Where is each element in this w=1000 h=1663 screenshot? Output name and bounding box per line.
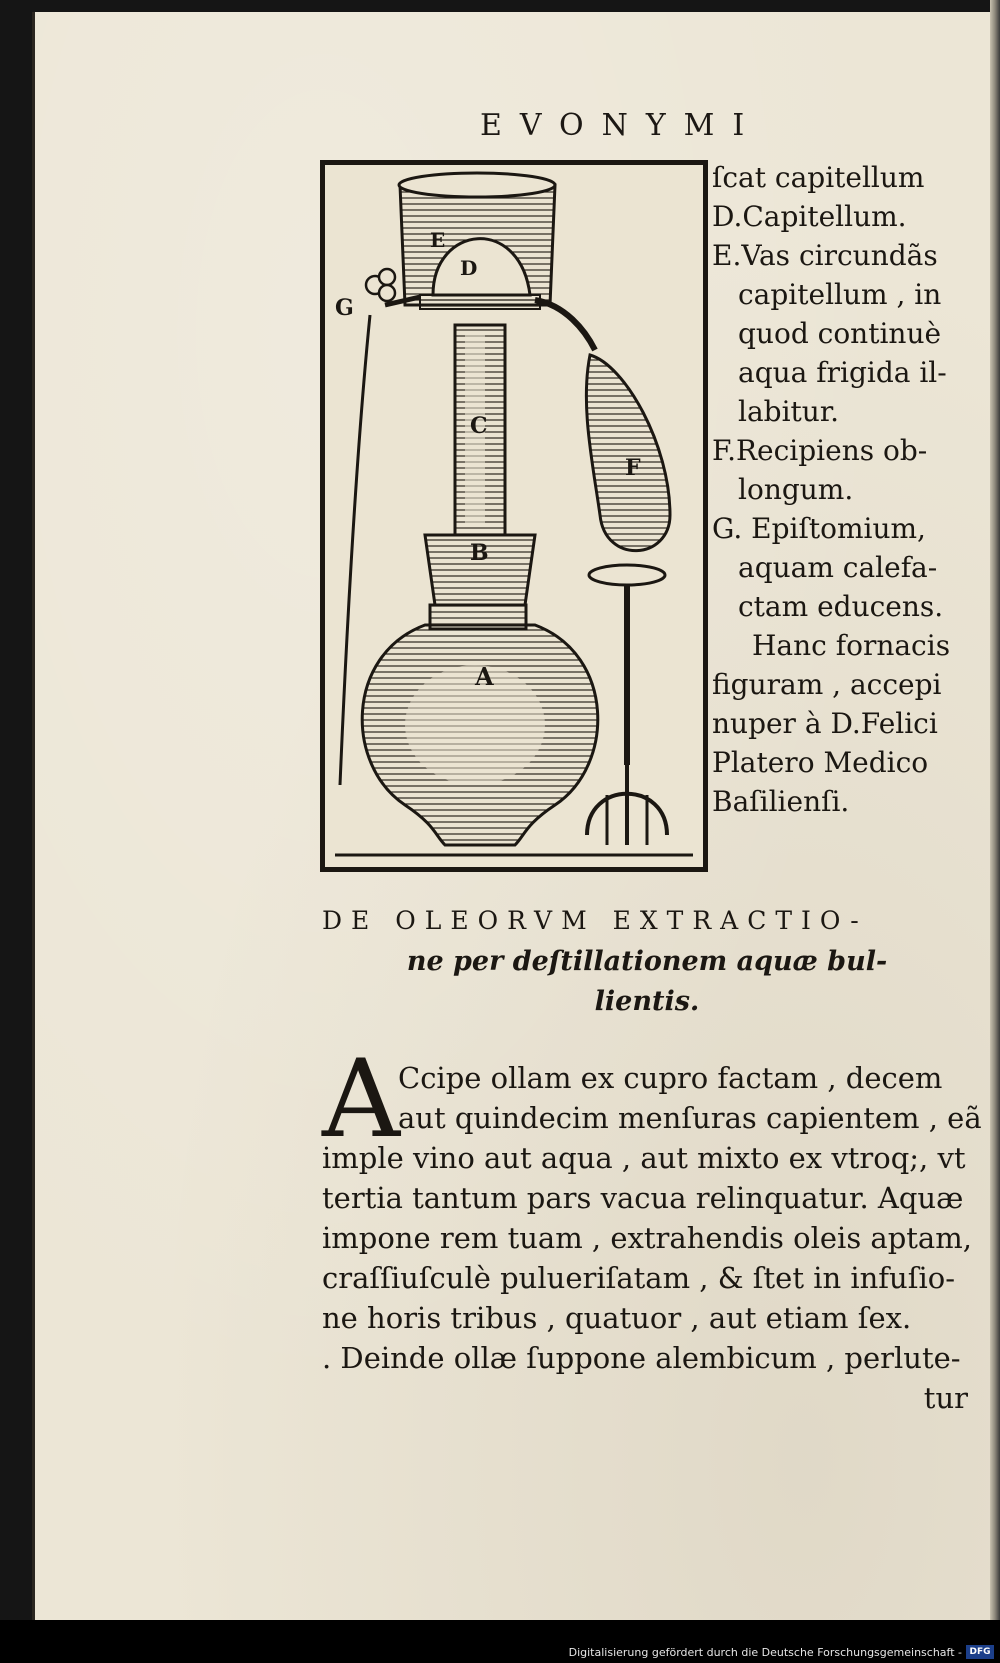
title-line: ne per deſtillationem aquæ bul- — [406, 946, 888, 977]
page-edge — [990, 0, 1000, 1620]
label-c: C — [470, 413, 488, 439]
legend-line: figuram , accepi — [712, 668, 942, 701]
digitization-credit: Digitalisierung gefördert durch die Deutsche Forschungsgemeinschaft - — [568, 1646, 962, 1659]
body-line: aut quindecim menſuras capientem , eã — [398, 1101, 982, 1135]
body-line: ne horis tribus , quatuor , aut etiam ſex. — [322, 1301, 912, 1335]
legend-line: E.Vas circundãs — [712, 239, 938, 272]
label-e: E — [430, 228, 446, 252]
label-a: A — [475, 662, 494, 691]
legend-line: longum. — [738, 473, 854, 506]
distillation-woodcut — [320, 160, 708, 872]
legend-line: aquam calefa- — [738, 551, 938, 584]
label-g: G — [335, 295, 354, 321]
legend-line: D.Capitellum. — [712, 200, 907, 233]
body-line: imple vino aut aqua , aut mixto ex vtroq;, vt — [322, 1141, 966, 1175]
body-line: tertia tantum pars vacua relinquatur. Aquæ — [322, 1181, 964, 1215]
dfg-logo: DFG — [966, 1645, 994, 1659]
body-line: craſſiuſculè pulueriſatam , & ſtet in infuſio- — [322, 1261, 955, 1295]
legend-line: Hanc fornacis — [752, 629, 951, 662]
drop-cap: A — [322, 1037, 400, 1162]
label-d: D — [460, 256, 478, 280]
legend-line: Platero Medico — [712, 746, 929, 779]
legend-line: G. Epiſtomium, — [712, 512, 926, 545]
body-line: Ccipe ollam ex cupro factam , decem — [398, 1061, 943, 1095]
woodcut-illustration — [325, 165, 703, 867]
section-title-italic — [322, 942, 972, 1022]
page-header: EVONYMI — [480, 108, 763, 143]
body-paragraph — [322, 1058, 982, 1418]
body-line: impone rem tuam , extrahendis oleis aptam, — [322, 1221, 972, 1255]
legend-line: aqua frigida il- — [738, 356, 947, 389]
legend-line: nuper à D.Felici — [712, 707, 938, 740]
legend-line: ctam educens. — [738, 590, 944, 623]
legend-line: F.Recipiens ob- — [712, 434, 928, 467]
body-line: . Deinde ollæ ſuppone alembicum , perlute- — [322, 1341, 961, 1375]
title-line: lientis. — [594, 986, 700, 1017]
label-f: F — [625, 455, 641, 481]
legend-line: ſcat capitellum — [712, 161, 925, 194]
catchword: tur — [923, 1381, 968, 1415]
label-b: B — [470, 540, 489, 566]
section-title-caps: DE OLEORVM EXTRACTIO- — [322, 906, 868, 935]
legend-line: Baſilienſi. — [712, 785, 850, 818]
legend-line: capitellum , in — [738, 278, 942, 311]
figure-legend — [712, 158, 974, 821]
legend-line: quod continuè — [738, 317, 942, 350]
legend-line: labitur. — [738, 395, 840, 428]
